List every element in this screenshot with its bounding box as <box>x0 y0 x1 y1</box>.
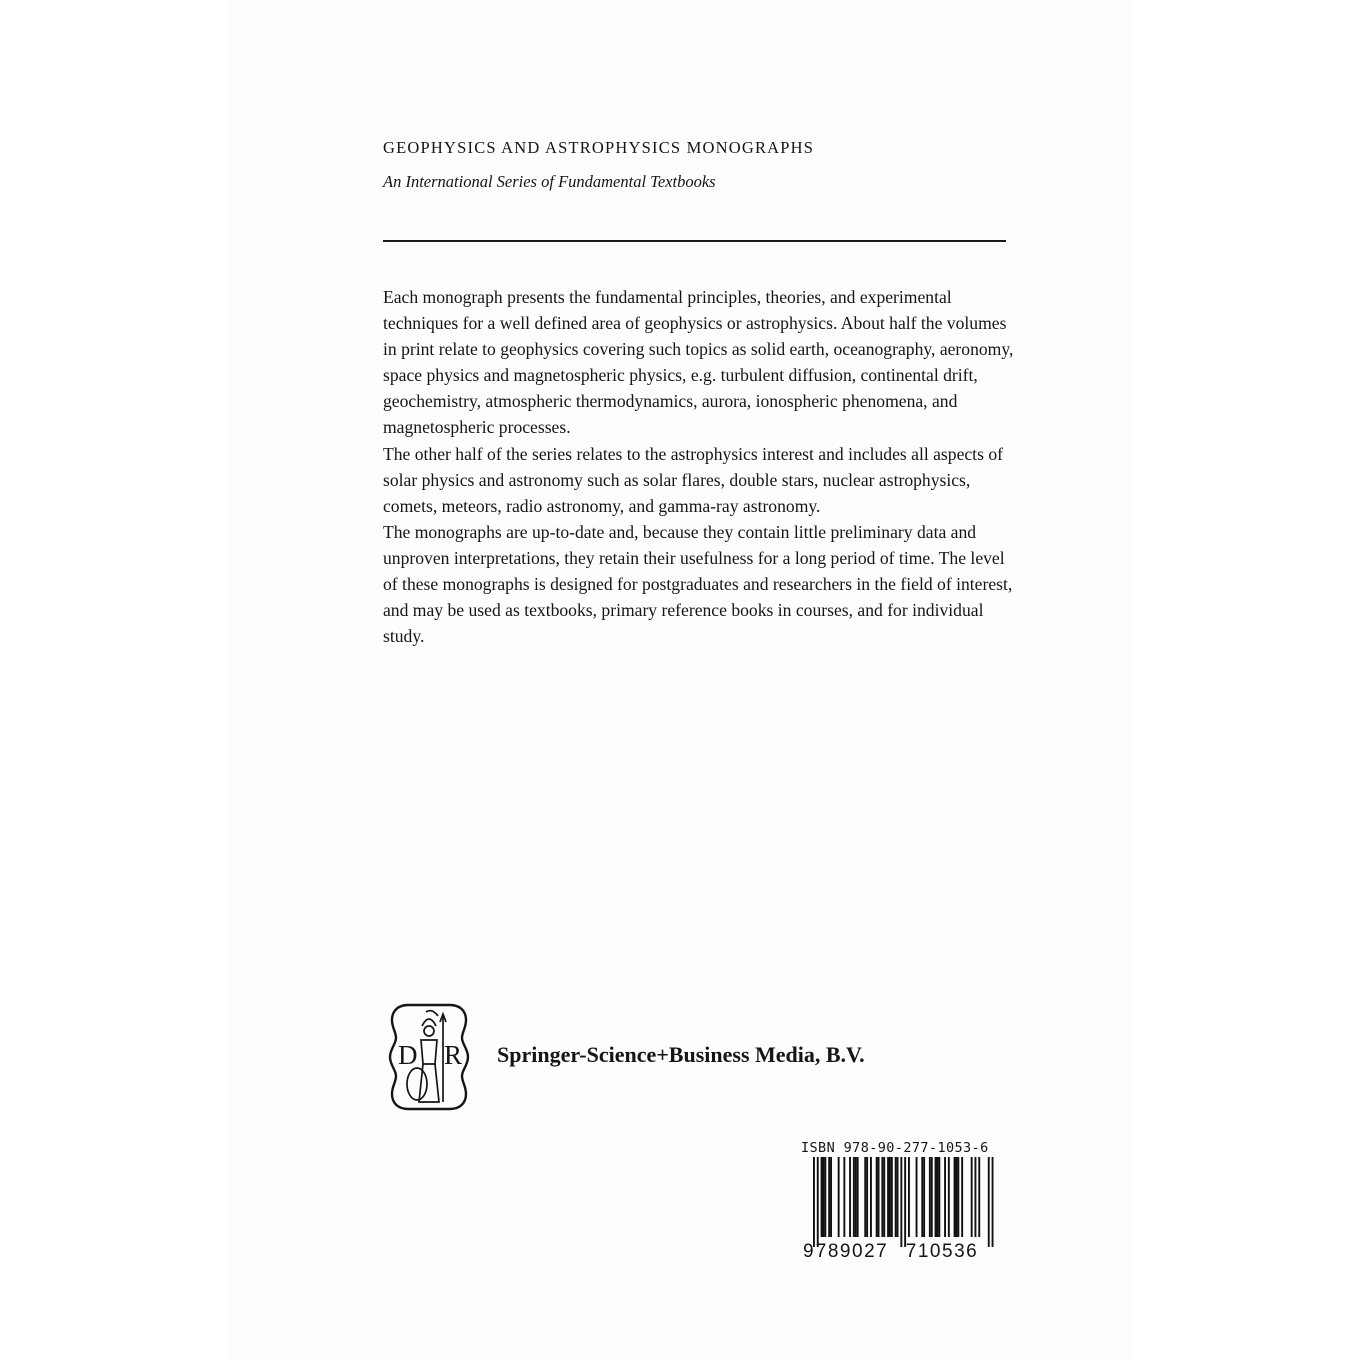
barcode-bar <box>978 1157 980 1237</box>
barcode-bar <box>929 1157 931 1237</box>
barcode-bar <box>821 1157 823 1237</box>
barcode-bar <box>828 1157 830 1237</box>
barcode-bar <box>988 1157 990 1247</box>
barcode-bar <box>971 1157 973 1237</box>
barcode-bar <box>931 1157 933 1237</box>
barcode-bar <box>876 1157 878 1237</box>
barcode-lead-digit: 9 <box>803 1241 814 1259</box>
description-paragraph: The other half of the series relates to the astrophysics interest and includes all aspects of solar physics and astronomy such as solar flares, double stars, nuclear astrophysics, comets, meteors, radio astronomy, and gamma-ray astronomy. <box>383 443 1003 516</box>
barcode-bar <box>878 1157 880 1237</box>
barcode-bar <box>937 1157 939 1237</box>
barcode-bar <box>823 1157 825 1237</box>
barcode-bar <box>881 1157 883 1237</box>
barcode-bar <box>830 1157 832 1237</box>
barcode-bar <box>904 1157 906 1247</box>
barcode-left-digits: 789027 <box>815 1241 889 1259</box>
barcode-bar <box>954 1157 956 1237</box>
barcode-bar <box>866 1157 868 1237</box>
barcode-bar <box>824 1157 826 1237</box>
barcode-bar <box>957 1157 959 1237</box>
barcode-bar <box>891 1157 893 1237</box>
barcode-bar <box>944 1157 946 1237</box>
publisher-name: Springer-Science+Business Media, B.V. <box>497 1042 865 1067</box>
barcode-bar <box>975 1157 977 1237</box>
barcode-bar <box>838 1157 840 1237</box>
barcode-bar <box>843 1157 845 1237</box>
svg-text:D: D <box>398 1040 418 1070</box>
series-subtitle: An International Series of Fundamental Textbooks <box>383 172 716 191</box>
barcode-bar <box>935 1157 937 1237</box>
description-paragraph: Each monograph presents the fundamental principles, theories, and experimental techniques for a well defined area of geophysics or astrophysics. About half the volumes in print relate to geophysics covering such topics as solid earth, oceanography, aeronomy, space physics and magnetospheric physics, e.g. turbulent diffusion, continental drift, geochemistry, atmospheric thermodynamics, aurora, ionospheric phenomena, and magnetospheric processes. <box>383 287 1014 438</box>
book-back-cover <box>228 0 1132 1360</box>
barcode-bar <box>956 1157 958 1237</box>
isbn-label: ISBN 978-90-277-1053-6 <box>801 1140 989 1156</box>
barcode-bar <box>857 1157 859 1237</box>
barcode-bar <box>849 1157 851 1237</box>
barcode-bar <box>813 1157 815 1247</box>
series-description <box>383 284 1023 649</box>
barcode-bar <box>864 1157 866 1237</box>
barcode-bar <box>992 1157 994 1247</box>
barcode-bar <box>887 1157 889 1237</box>
barcode-bar <box>900 1157 902 1247</box>
horizontal-rule <box>383 240 1006 242</box>
publisher-logo-icon <box>386 1002 472 1112</box>
barcode-bar <box>895 1157 897 1237</box>
barcode-bar <box>870 1157 872 1237</box>
barcode-bar <box>923 1157 925 1237</box>
barcode-bar <box>938 1157 940 1237</box>
barcode-bar <box>855 1157 857 1237</box>
barcode-bar <box>897 1157 899 1237</box>
barcode-bar <box>883 1157 885 1237</box>
description-paragraph: The monographs are up-to-date and, because they contain little preliminary data and unproven interpretations, they retain their usefulness for a long period of time. The level of these monographs is designed for postgraduates and researchers in the field of interest, and may be used as textbooks, primary reference books in courses, and for individual study. <box>383 521 1013 647</box>
barcode-bar <box>853 1157 855 1237</box>
barcode-bar <box>948 1157 950 1237</box>
barcode-bar <box>916 1157 918 1237</box>
barcode-bar <box>908 1157 910 1237</box>
barcode-bar <box>889 1157 891 1237</box>
series-title: GEOPHYSICS AND ASTROPHYSICS MONOGRAPHS <box>383 138 815 157</box>
svg-text:R: R <box>444 1040 463 1070</box>
barcode-bar <box>817 1157 819 1247</box>
barcode-right-digits: 710536 <box>905 1241 979 1259</box>
isbn-barcode <box>800 1157 1000 1259</box>
barcode-bar <box>921 1157 923 1237</box>
barcode-bar <box>961 1157 963 1237</box>
